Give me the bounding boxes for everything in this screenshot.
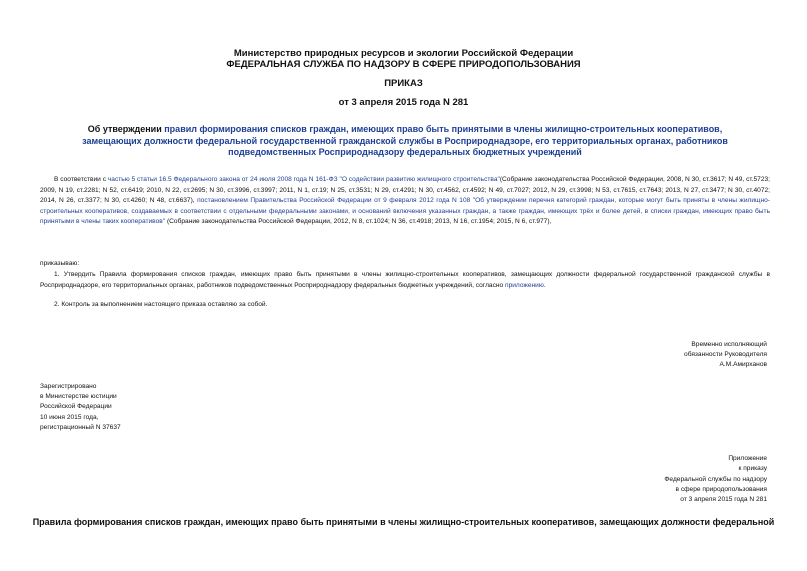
item-1-text: 1. Утвердить Правила формирования списков граждан, имеющих право быть принятыми в члены жилищно-строительных кооперативов, замещающих должности федеральной государственной гражданской службы в Росприроднадзоре, его территориальных органах, работников подведомственных Росприроднадзору федеральных бюджетных учреждений, согласно xyxy=(40,271,770,289)
appendix-block xyxy=(560,454,767,505)
signature-line-1: Временно исполняющий xyxy=(691,341,767,348)
order-word: приказываю: xyxy=(40,260,80,267)
document-date: от 3 апреля 2015 года N 281 xyxy=(338,97,469,108)
order-item-1 xyxy=(40,270,770,291)
registration-line-3: Российской Федерации xyxy=(40,403,112,411)
service-name: ФЕДЕРАЛЬНАЯ СЛУЖБА ПО НАДЗОРУ В СФЕРЕ ПРИРОДОПОЛЬЗОВАНИЯ xyxy=(226,59,581,70)
ministry-name: Министерство природных ресурсов и экологии Российской Федерации xyxy=(233,48,574,59)
document-title xyxy=(60,124,750,159)
registration-block xyxy=(40,382,240,433)
appendix-line-2: к приказу xyxy=(738,465,767,473)
item-1-end: . xyxy=(543,281,546,289)
decree-link[interactable]: постановлением Правительства Российской Федерации от 9 февраля 2012 года N 108 "Об утверждении перечня категорий граждан, которые могут быть приняты в члены жилищно-строительных кооперативов, создаваемых в соответствии с отдельными федеральными законами, и оснований включения указанных граждан, а также граждан, имеющих трёх и более детей, в списки граждан, имеющих право быть принятыми в члены таких кооперативов" xyxy=(40,197,770,225)
preamble-text-1: В соответствии с xyxy=(54,176,108,183)
preamble-text-2: (Собрание законодательства Российской Федерации, 2008, N 30, ст.3617; N 49, ст.5723; 2009, N 19, ст.2281; N 52, ст.6419; 2010, N 22, ст.2695; N 30, ст.3996, ст.3997; 2011, N 1, ст.19; N 25, ст.3531; N 29, ст.4291; N 30, ст.4562, ст.4592; N 49, ст.7027; 2012, N 29, ст.3998; N 53, ст.7615, ст.7643; 2013, N 27, ст.3477; N 30, ст.4072; 2014, N 26, ст.3377; N 30, ст.4260; N 48, ст.6637), xyxy=(40,176,770,204)
signature-line-3: А.М.Амирханов xyxy=(719,361,767,368)
order-item-2: 2. Контроль за выполнением настоящего приказа оставляю за собой. xyxy=(54,301,268,308)
appendix-link[interactable]: приложению xyxy=(505,281,544,289)
appendix-line-1: Приложение xyxy=(728,455,767,462)
registration-line-1: Зарегистрировано xyxy=(40,383,97,390)
document-type: ПРИКАЗ xyxy=(384,78,423,89)
preamble-paragraph xyxy=(40,175,770,228)
title-link[interactable]: правил формирования списков граждан, имеющих право быть принятыми в члены жилищно-строительных кооперативов, замещающих должности федеральной государственной гражданской службы в Росприроднадзоре, его территориальных органах, работников подведомственных Росприроднадзору федеральных бюджетных учреждений xyxy=(82,124,728,157)
appendix-line-4: в сфере природопользования xyxy=(675,485,767,493)
preamble-text-3: (Собрание законодательства Российской Федерации, 2012, N 8, ст.1024; N 36, ст.4918; 2013, N 16, ст.1954; 2015, N 6, ст.977), xyxy=(165,218,552,225)
rules-title: Правила формирования списков граждан, имеющих право быть принятыми в члены жилищно-строительных кооперативов, замещающих должности федеральной xyxy=(32,517,775,527)
law-link[interactable]: частью 5 статьи 16.5 Федерального закона от 24 июля 2008 года N 161-ФЗ "О содействии развитию жилищного строительства" xyxy=(107,176,500,183)
signature-line-2: обязанности Руководителя xyxy=(684,351,767,358)
title-prefix: Об утверждении xyxy=(87,124,165,134)
appendix-line-5: от 3 апреля 2015 года N 281 xyxy=(680,496,767,504)
registration-line-5: регистрационный N 37637 xyxy=(40,423,121,431)
appendix-line-3: Федеральной службы по надзору xyxy=(664,475,767,483)
registration-line-4: 10 июня 2015 года, xyxy=(40,413,99,421)
signature-block xyxy=(560,340,767,370)
registration-line-2: в Министерстве юстиции xyxy=(40,393,117,401)
